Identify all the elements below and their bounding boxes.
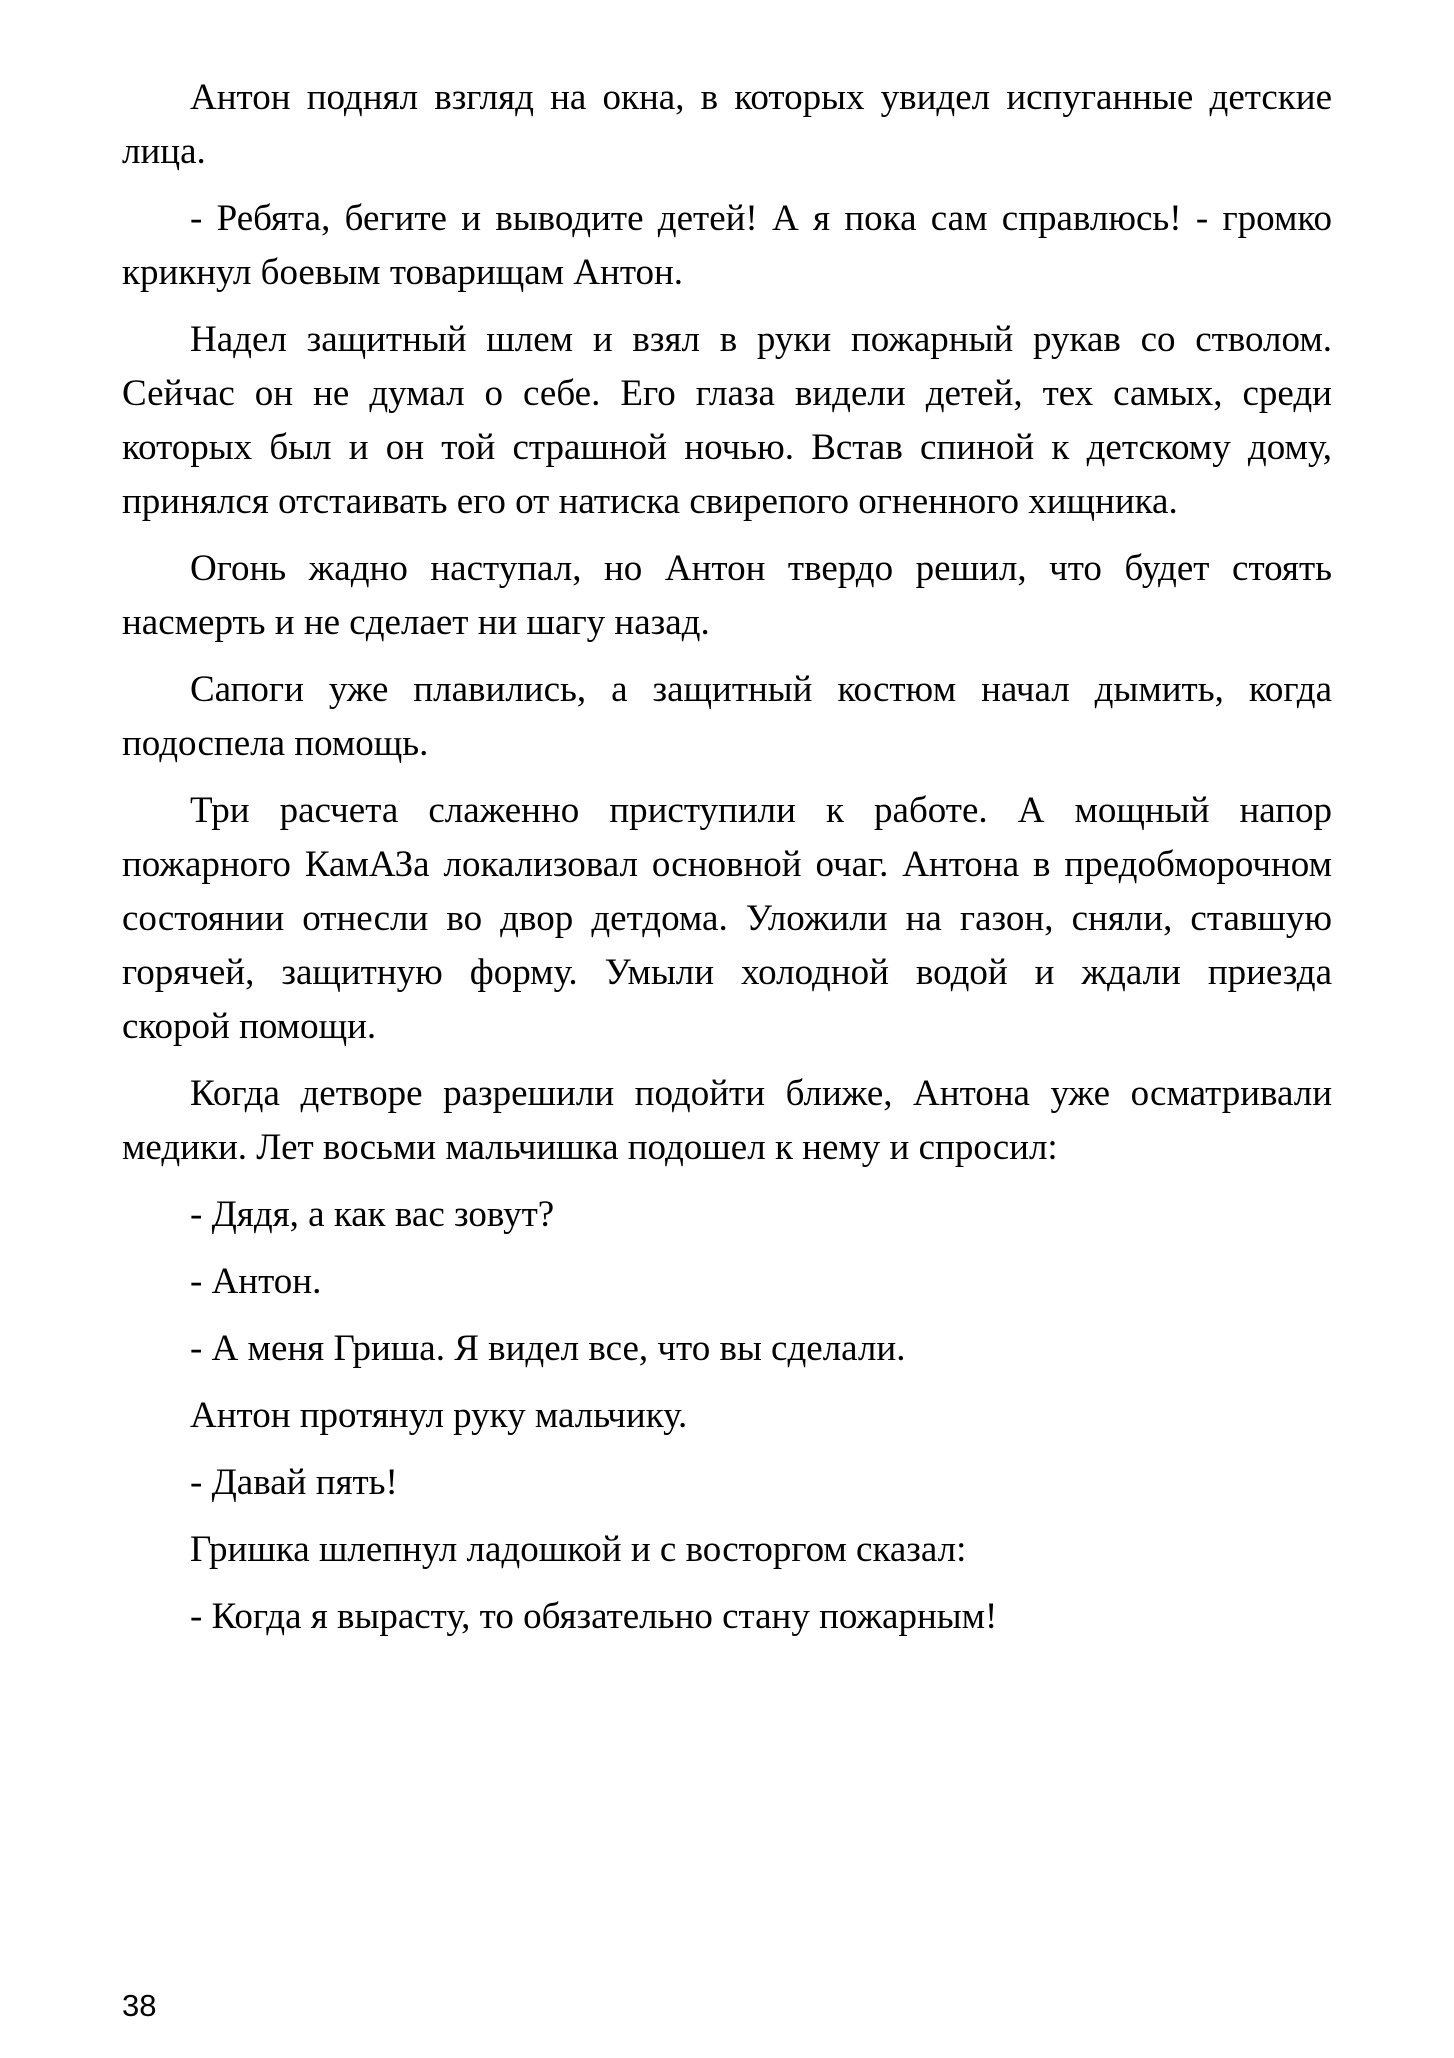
text-line: которых был и он той страшной ночью. Встав спиной к детскому дому, [122,427,1332,468]
text-line: Гришка шлепнул ладошкой и с восторгом сказал: [190,1529,967,1570]
text-line: медики. Лет восьми мальчишка подошел к нему и спросил: [122,1127,1058,1168]
text-line: крикнул боевым товарищам Антон. [122,252,684,293]
text-line: состоянии отнесли во двор детдома. Уложили на газон, сняли, ставшую [122,898,1332,939]
text-body [122,71,1332,1657]
paragraph [122,663,1332,771]
paragraph [122,313,1332,529]
text-line: - Дядя, а как вас зовут? [190,1194,555,1235]
text-line: - Когда я вырасту, то обязательно стану пожарным! [190,1596,998,1637]
text-line: Когда детворе разрешили подойти ближе, Антона уже осматривали [190,1073,1332,1114]
paragraph [122,1322,1332,1376]
paragraph [122,1255,1332,1309]
text-line: принялся отстаивать его от натиска свирепого огненного хищника. [122,481,1178,522]
text-line: - Ребята, бегите и выводите детей! А я пока сам справлюсь! - громко [190,198,1332,239]
text-line: Антон протянул руку мальчику. [190,1395,688,1436]
text-line: Сейчас он не думал о себе. Его глаза видели детей, тех самых, среди [122,373,1332,414]
text-line: пожарного КамАЗа локализовал основной очаг. Антона в предобморочном [122,844,1332,885]
text-line: лица. [122,131,206,172]
text-line: - Антон. [190,1261,322,1302]
text-line: - Давай пять! [190,1462,398,1503]
paragraph [122,1456,1332,1510]
text-line: подоспела помощь. [122,723,429,764]
text-line: скорой помощи. [122,1006,377,1047]
paragraph [122,784,1332,1054]
paragraph [122,192,1332,300]
text-line: Сапоги уже плавились, а защитный костюм начал дымить, когда [190,669,1332,710]
paragraph [122,1523,1332,1577]
paragraph [122,542,1332,650]
text-line: горячей, защитную форму. Умыли холодной водой и ждали приезда [122,952,1332,993]
paragraph [122,1389,1332,1443]
text-line: Три расчета слаженно приступили к работе. А мощный напор [190,790,1332,831]
paragraph [122,71,1332,179]
paragraph [122,1067,1332,1175]
text-line: - А меня Гриша. Я видел все, что вы сделали. [190,1328,906,1369]
text-line: Надел защитный шлем и взял в руки пожарный рукав со стволом. [190,319,1332,360]
text-line: насмерть и не сделает ни шагу назад. [122,602,710,643]
text-line: Антон поднял взгляд на окна, в которых увидел испуганные детские [190,77,1332,118]
page-number: 38 [122,1988,157,2023]
paragraph [122,1188,1332,1242]
text-line: Огонь жадно наступал, но Антон твердо решил, что будет стоять [190,548,1332,589]
paragraph [122,1590,1332,1644]
